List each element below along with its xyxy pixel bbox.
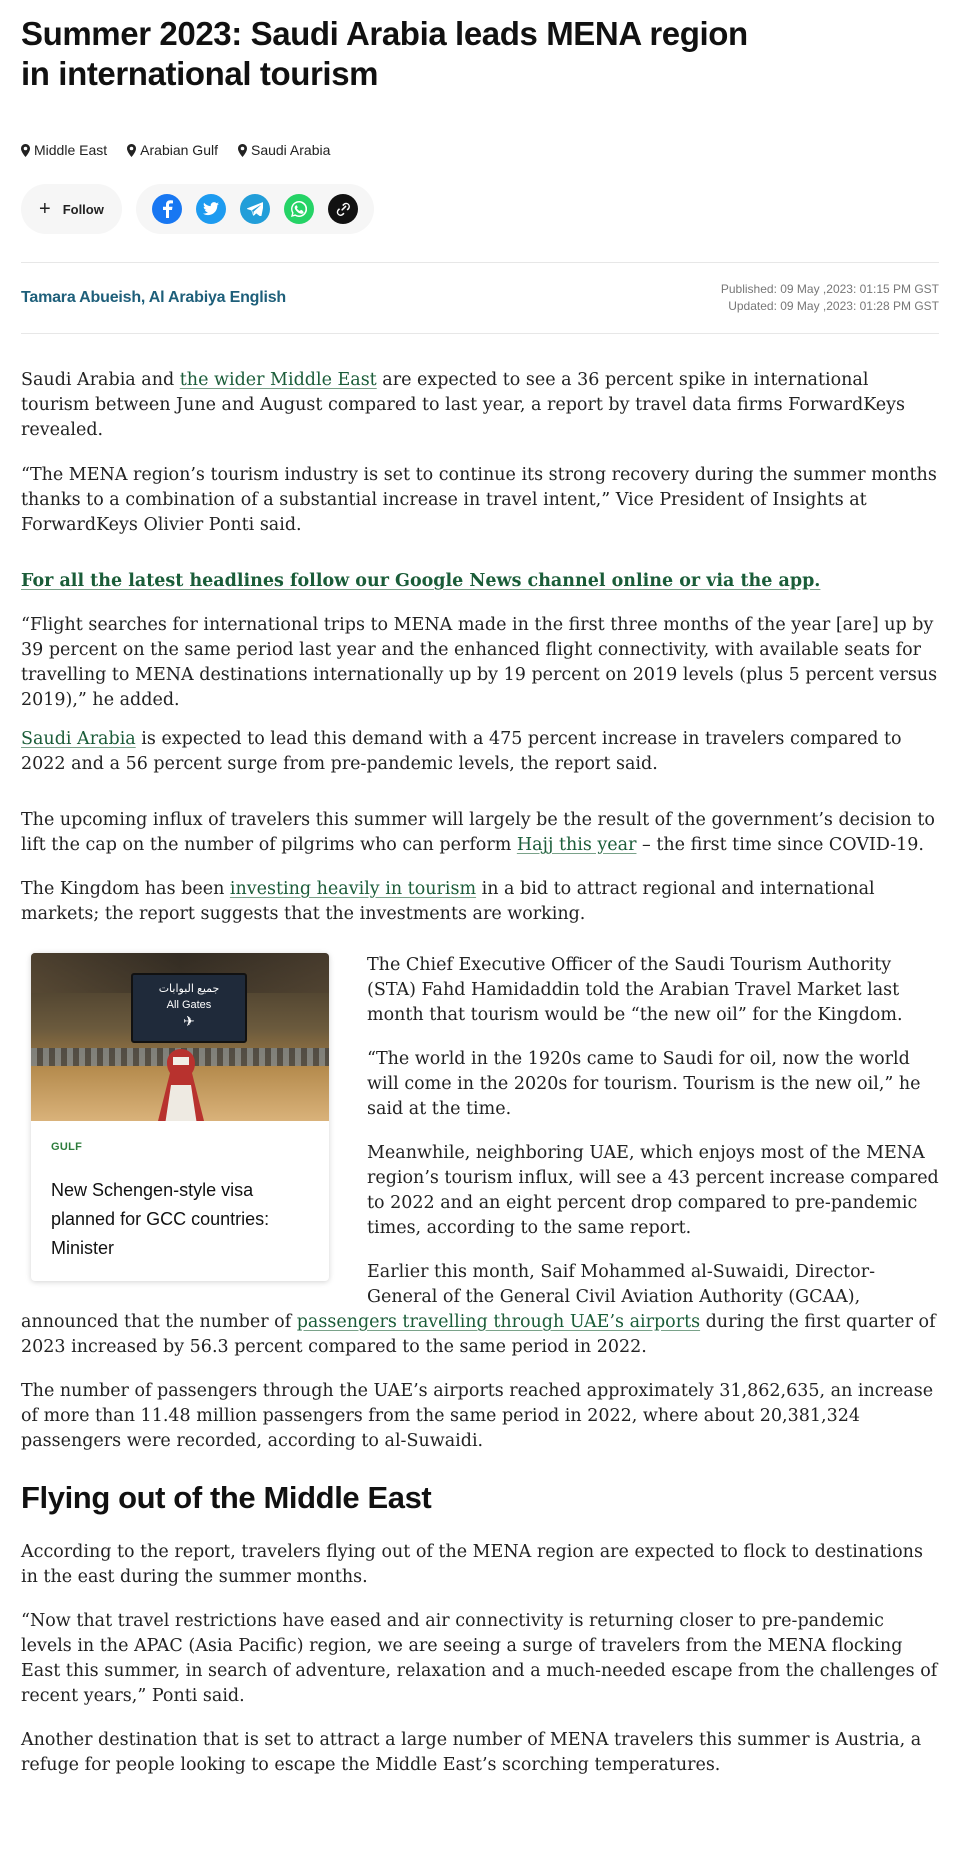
paragraph: Meanwhile, neighboring UAE, which enjoys most of the MENA region’s tourism influx, will see a 43 percent increase compared to 2022 and an eight percent drop compared to pre-pandemic times, according to the same report. <box>367 1143 939 1238</box>
paragraph: According to the report, travelers flying out of the MENA region are expected to flock to destinations in the east during the summer months. <box>21 1542 923 1587</box>
follow-button[interactable] <box>21 184 122 234</box>
google-news-cta <box>21 569 939 594</box>
tag-label: Arabian Gulf <box>140 142 218 158</box>
tag-label: Middle East <box>34 142 108 158</box>
paragraph <box>21 368 939 443</box>
tag-saudi-arabia[interactable] <box>238 142 330 158</box>
link-icon[interactable] <box>328 194 358 224</box>
related-category: GULF <box>51 1141 83 1153</box>
link-wider-middle-east[interactable]: the wider Middle East <box>179 370 377 390</box>
paragraph: “Flight searches for international trips to MENA made in the first three months of the year [are] up by 39 percent on the same period last year and the enhanced flight connectivity, with available seats for travelling to MENA destinations internationally up by 19 percent on 2019 levels (plus 5 percent versus 2019),” he added. <box>21 615 938 710</box>
article-meta <box>21 263 939 333</box>
text: Saudi Arabia and <box>21 370 180 390</box>
person-figure <box>149 1045 213 1121</box>
link-uae-airports[interactable]: passengers travelling through UAE’s airports <box>296 1312 701 1332</box>
dates <box>721 281 939 315</box>
map-pin-icon <box>238 144 247 157</box>
departure-board <box>131 973 247 1043</box>
text: is expected to lead this demand with a 475 percent increase in travelers compared to 2022 and a 56 percent surge from pre-pandemic levels, the report said. <box>21 729 902 774</box>
map-pin-icon <box>21 144 30 157</box>
published-date: Published: 09 May ,2023: 01:15 PM GST <box>720 282 939 296</box>
link-hajj-this-year[interactable]: Hajj this year <box>516 835 637 855</box>
link-saudi-arabia[interactable]: Saudi Arabia <box>21 729 136 749</box>
article-body <box>21 368 939 1778</box>
related-article-image <box>31 953 329 1121</box>
paragraph <box>21 808 939 858</box>
twitter-icon[interactable] <box>196 194 226 224</box>
follow-label: Follow <box>62 201 104 217</box>
text: – the first time since COVID-19. <box>636 835 924 855</box>
tag-middle-east[interactable] <box>21 142 107 158</box>
action-bar <box>21 184 939 234</box>
paragraph: “Now that travel restrictions have eased and air connectivity is returning closer to pre-pandemic levels in the APAC (Asia Pacific) region, we are seeing a surge of travelers from the MENA flocking East this summer, in search of adventure, relaxation and a much-needed escape from the challenges of recent years,” Ponti said. <box>21 1611 938 1706</box>
whatsapp-icon[interactable] <box>284 194 314 224</box>
telegram-icon[interactable] <box>240 194 270 224</box>
paragraph <box>21 877 939 927</box>
map-pin-icon <box>127 144 136 157</box>
paragraph: The number of passengers through the UAE’s airports reached approximately 31,862,635, an increase of more than 11.48 million passengers from the same period in 2022, where about 20,381,324 passengers were recorded, according to al-Suwaidi. <box>21 1381 934 1451</box>
author-byline[interactable]: Tamara Abueish, Al Arabiya English <box>21 289 286 306</box>
text: The upcoming influx of travelers this summer will largely be the result of the government’s decision to lift the cap on the number of pilgrims who can perform <box>21 810 935 855</box>
text: The Kingdom has been <box>21 879 230 899</box>
link-investing-tourism[interactable]: investing heavily in tourism <box>229 879 477 899</box>
tag-label: Saudi Arabia <box>250 142 331 158</box>
related-article-card[interactable] <box>31 953 329 1281</box>
text: in a bid to attract regional and international markets; the report suggests that the investments are working. <box>21 879 875 924</box>
facebook-icon[interactable] <box>152 194 182 224</box>
paragraph: “The MENA region’s tourism industry is set to continue its strong recovery during the summer months thanks to a combination of a substantial increase in travel intent,” Vice President of Insights at ForwardKeys Olivier Ponti said. <box>21 465 937 535</box>
paragraph <box>21 727 939 777</box>
article-title: Summer 2023: Saudi Arabia leads MENA region in international tourism <box>21 15 748 92</box>
paragraph: The Chief Executive Officer of the Saudi Tourism Authority (STA) Fahd Hamidaddin told the Arabian Travel Market last month that tourism would be “the new oil” for the Kingdom. <box>367 955 903 1025</box>
section-heading: Flying out of the Middle East <box>21 1480 432 1515</box>
updated-date: Updated: 09 May ,2023: 01:28 PM GST <box>728 299 939 313</box>
airplane-icon: ✈ <box>183 1013 195 1029</box>
divider <box>21 333 939 334</box>
paragraph: Another destination that is set to attract a large number of MENA travelers this summer is Austria, a refuge for people looking to escape the Middle East’s scorching temperatures. <box>21 1730 922 1775</box>
paragraph: “The world in the 1920s came to Saudi for oil, now the world will come in the 2020s for tourism. Tourism is the new oil,” he said at the time. <box>367 1049 921 1119</box>
text: during the first quarter of 2023 increased by 56.3 percent compared to the same period in 2022. <box>21 1312 936 1357</box>
location-tags <box>21 142 939 158</box>
text: Earlier this month, Saif Mohammed al-Suwaidi, Director-General of the General Civil Aviation Authority (GCAA), announced that the number of <box>21 1262 875 1332</box>
google-news-link[interactable]: For all the latest headlines follow our Google News channel online or via the app. <box>21 571 821 591</box>
related-title[interactable]: New Schengen-style visa planned for GCC countries: Minister <box>51 1180 270 1258</box>
plus-icon: + <box>39 198 51 220</box>
share-bar <box>136 184 374 234</box>
tag-arabian-gulf[interactable] <box>127 142 218 158</box>
board-text: All Gates <box>166 999 212 1011</box>
float-section <box>21 953 939 1360</box>
text: are expected to see a 36 percent spike in international tourism between June and August compared to last year, a report by travel data firms ForwardKeys revealed. <box>21 370 906 440</box>
board-arabic: جميع البوابات <box>158 983 220 995</box>
